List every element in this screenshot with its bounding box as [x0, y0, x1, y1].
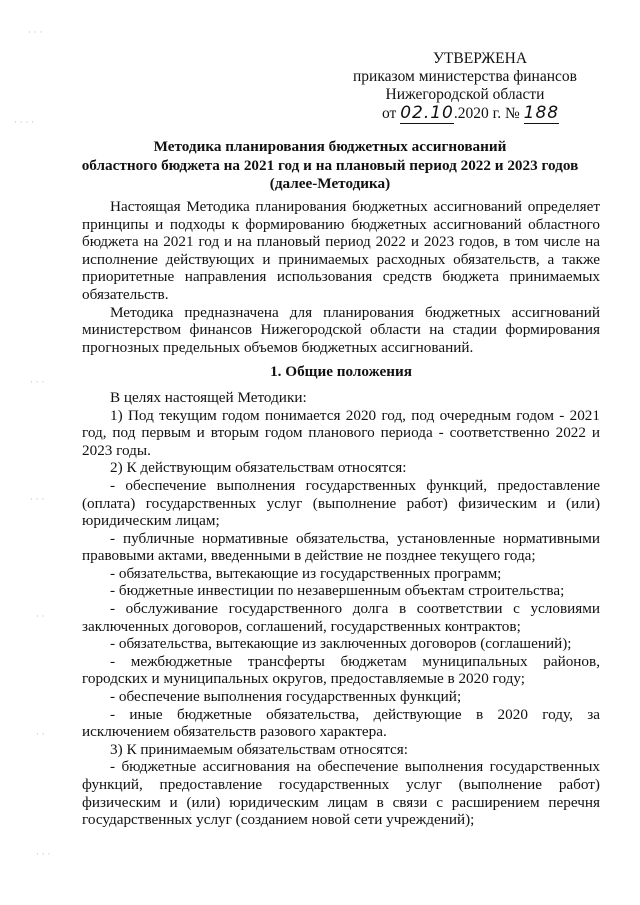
scan-artifact: · ·: [36, 730, 45, 740]
approval-stamp: [330, 50, 600, 123]
bullet-item: - межбюджетные трансферты бюджетам муниципальных районов, городских и муниципальных округов, предоставляемые в 2020 году;: [82, 652, 600, 688]
approval-title: УТВЕРЖЕНА: [432, 50, 528, 67]
list-item-2-head: 2) К действующим обязательствам относятся:: [110, 459, 407, 477]
title-line-3: (далее-Методика): [269, 175, 391, 192]
bullet-item: - обеспечение выполнения государственных функций, предоставление (оплата) государственных услуг (выполнение работ) физическим и (или) юридическим лицам;: [82, 476, 600, 530]
bullet-item: - обязательства, вытекающие из заключенных договоров (соглашений);: [110, 635, 572, 653]
list-item-1: 1) Под текущим годом понимается 2020 год, под очередным годом - 2021 год, под первым и вторым годом планового периода - соответственно 2022 и 2023 годы.: [82, 406, 600, 459]
scan-artifact: · · · ·: [14, 118, 35, 128]
approval-region-line: Нижегородской области: [385, 86, 545, 103]
section-heading: 1. Общие положения: [270, 363, 412, 381]
purpose-paragraph: В целях настоящей Методики:: [110, 388, 307, 406]
bullet-item: - бюджетные ассигнования на обеспечение выполнения государственных функций, предоставление государственных услуг (выполнение работ) физическим и (или) юридическим лицам в связи с расширением перечня государственных услуг (созданием новой сети учреждений);: [82, 758, 600, 829]
title-line-1: Методика планирования бюджетных ассигнований: [153, 138, 507, 155]
bullet-item: - обязательства, вытекающие из государственных программ;: [110, 564, 502, 582]
handwritten-order-number: 188: [523, 103, 560, 123]
list-item-3-head: 3) К принимаемым обязательствам относятся:: [110, 740, 408, 758]
bullet-item: - бюджетные инвестиции по незавершенным объектам строительства;: [110, 582, 565, 600]
year-number-label: .2020 г. №: [453, 105, 520, 122]
intro-paragraph-1: Настоящая Методика планирования бюджетных ассигнований определяет принципы и подходы к формированию бюджетных ассигнований областного бюджета на 2021 год и на плановый период 2022 и 2023 годов, в том числе на исполнение действующих и принимаемых расходных обязательств, а также приоритетные направления использования средств бюджета принимаемых обязательств.: [82, 198, 600, 303]
bullet-item: - обслуживание государственного долга в соответствии с условиями заключенных договоров, соглашений, государственных контрактов;: [82, 600, 600, 635]
document-title: [60, 138, 600, 194]
handwritten-date: 02.10: [400, 103, 454, 123]
scan-artifact: · · ·: [36, 850, 51, 860]
bullet-item: - публичные нормативные обязательства, установленные нормативными правовыми актами, введенными в действие не позднее текущего года;: [82, 529, 600, 565]
scan-artifact: · ·: [36, 612, 45, 622]
title-line-2: областного бюджета на 2021 год и на плановый период 2022 и 2023 годов: [81, 156, 579, 174]
scan-artifact: · · ·: [30, 378, 45, 388]
intro-paragraph-2: Методика предназначена для планирования бюджетных ассигнований министерством финансов Нижегородской области на стадии формирования прогнозных предельных объемов бюджетных ассигнований.: [82, 303, 600, 356]
approval-order-line: приказом министерства финансов: [353, 68, 577, 85]
bullet-item: - обеспечение выполнения государственных функций;: [110, 688, 462, 706]
bullet-item: - иные бюджетные обязательства, действующие в 2020 году, за исключением обязательств разового характера.: [82, 705, 600, 741]
scan-artifact: · · ·: [30, 495, 45, 505]
approval-date-line: [330, 104, 600, 123]
scan-artifact: · · ·: [28, 28, 43, 38]
date-prefix: от: [382, 105, 397, 122]
document-body: [82, 198, 600, 829]
